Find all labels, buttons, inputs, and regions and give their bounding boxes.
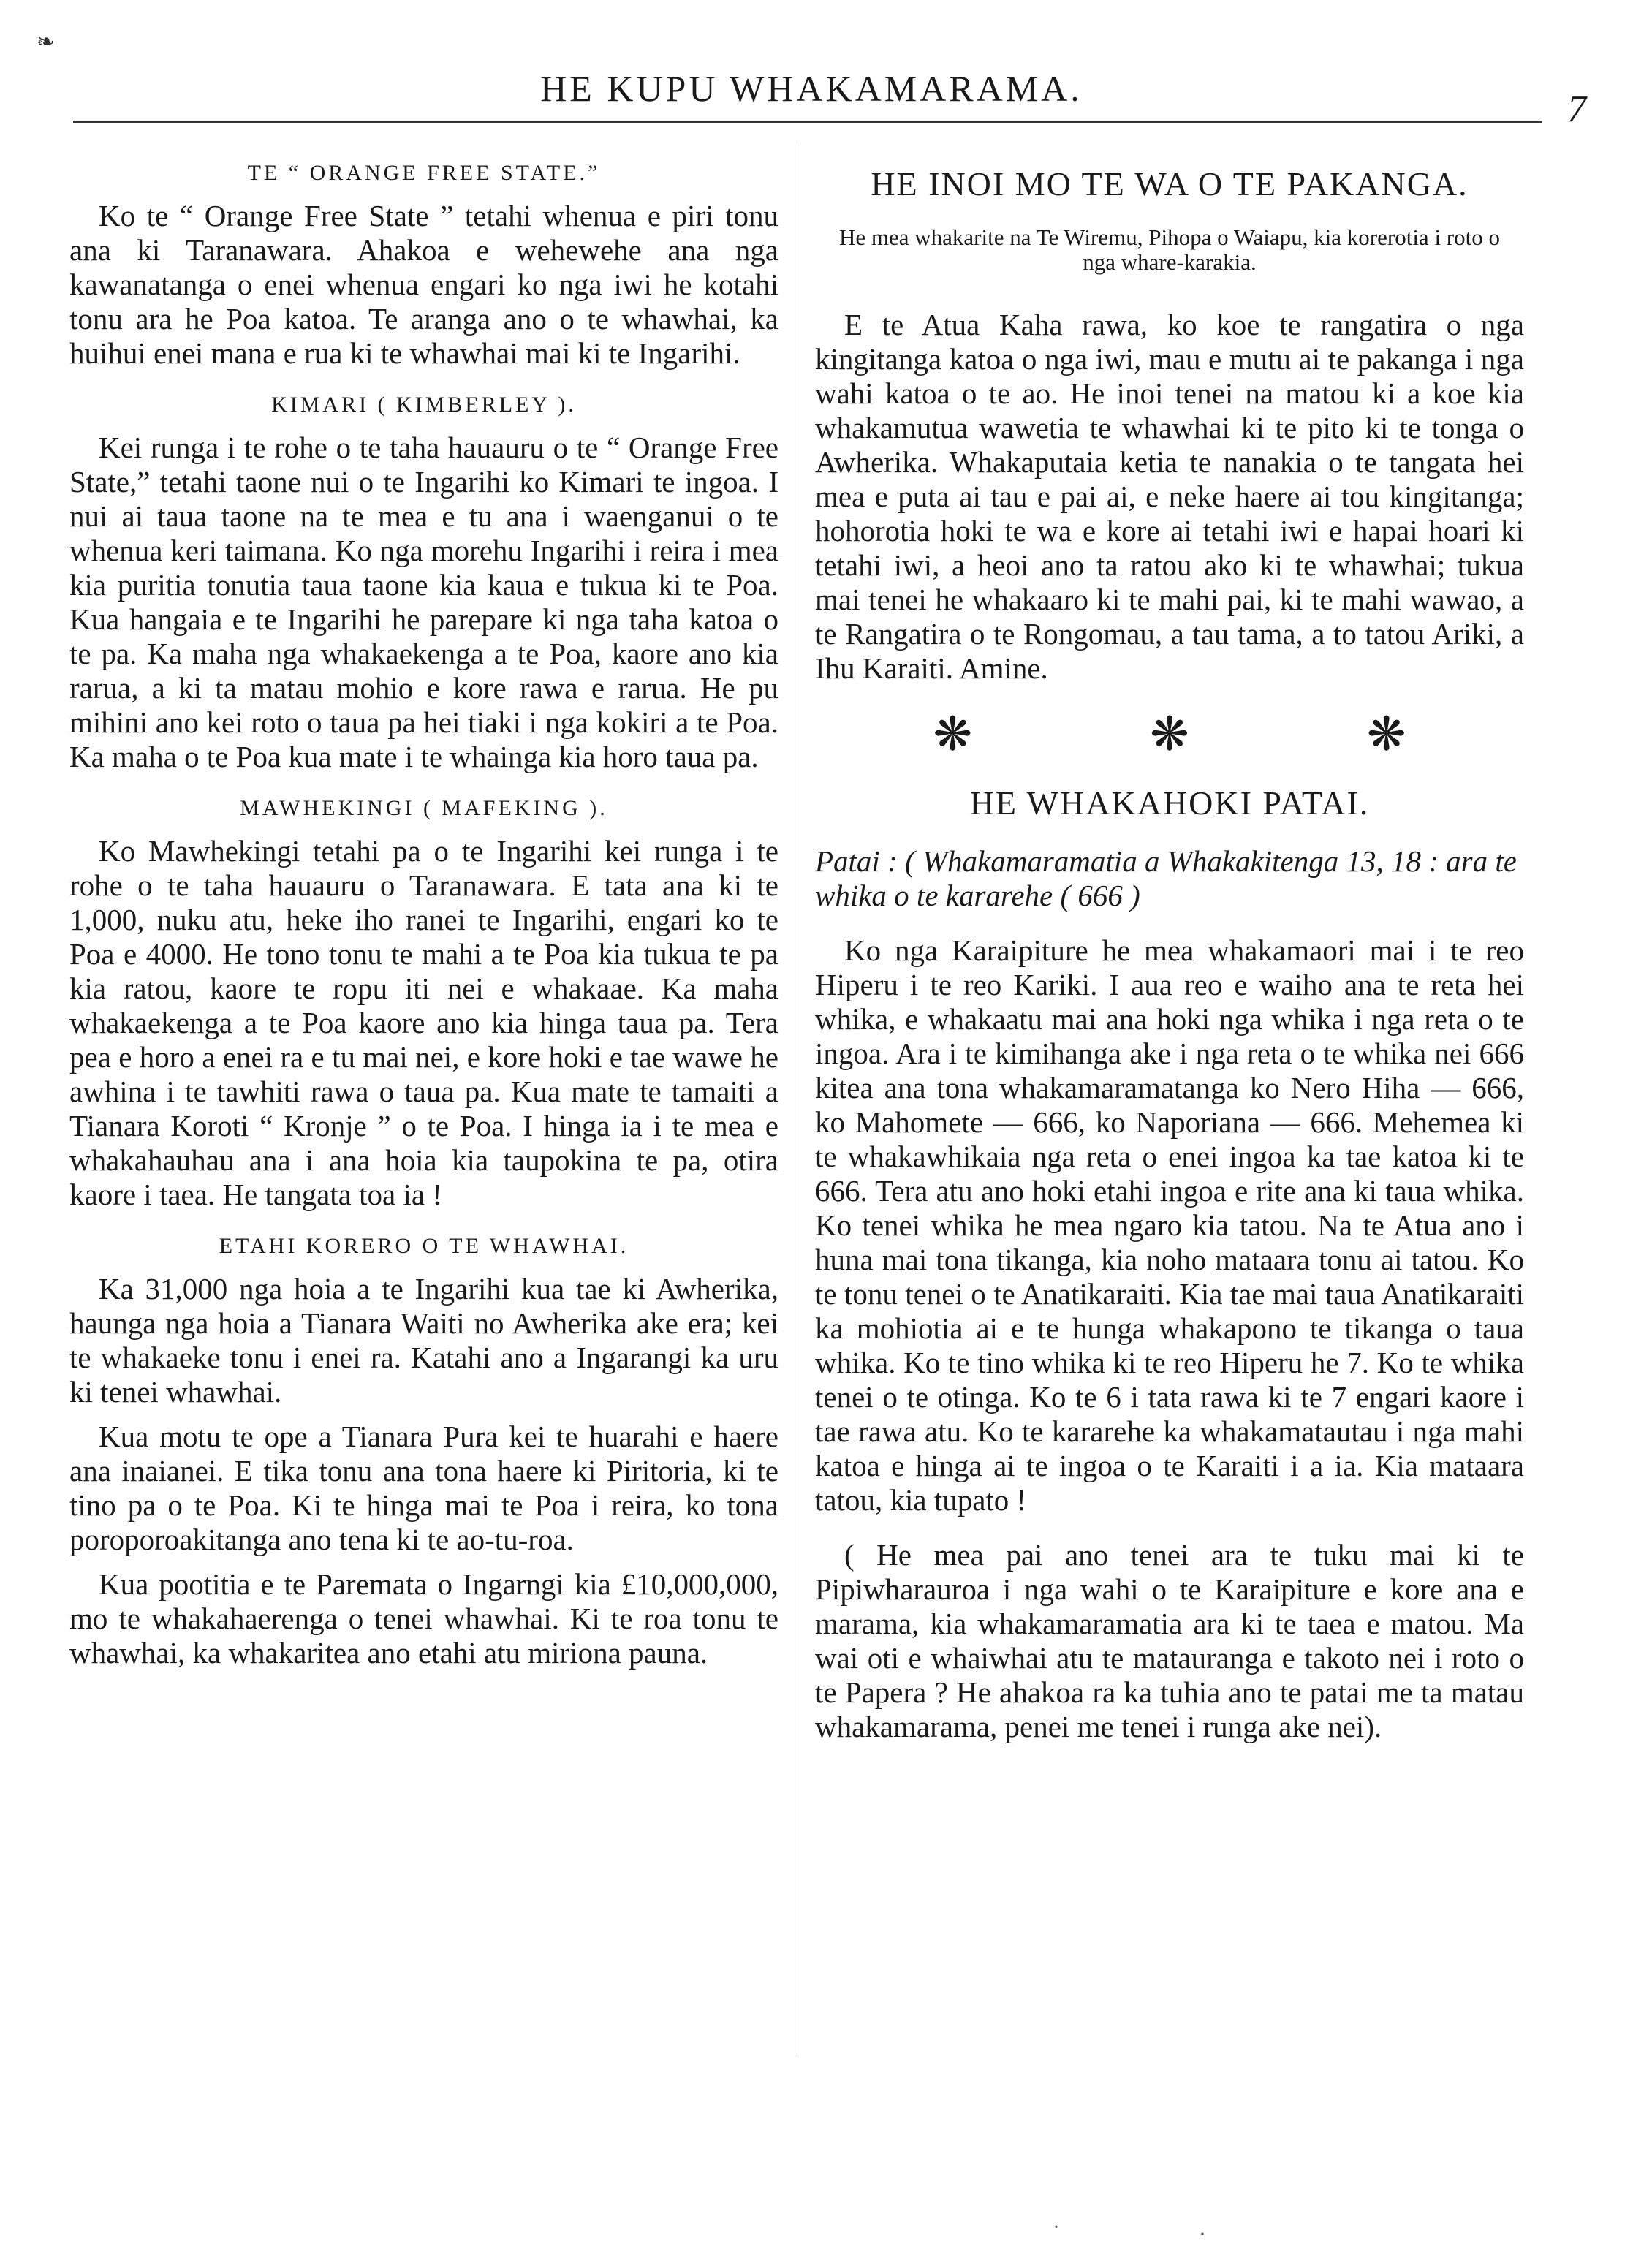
- asterism-ornament-icon: ❋: [1150, 708, 1189, 760]
- paragraph: Kei runga i te rohe o te taha hauauru o te “ Orange Free State,” tetahi taone nui o te Ingarihi ko Kimari te ingoa. I nui ai taua taone na te mea e tu ana i waenganui o te whenua keri taimana. Ko nga morehu Ingarihi i reira i mea kia puritia tonutia taua taone kia kaua e tukua ki te Poa. Kua hangaia e te Ingarihi he parepare ki nga taha katoa o te pa. Ka maha nga whakaekenga a te Poa, kaore ano kia rarua, a ki ta matau mohio e kore rawa e rarua. He pu mihini ano kei roto o taua pa hei tiaki i nga kokiri a te Poa. Ka maha o te Poa kua mate i te whainga kia horo taua pa.: [69, 431, 778, 773]
- section-etahi-korero: [69, 1234, 778, 1670]
- paragraph: Ka 31,000 nga hoia a te Ingarihi kua tae ki Awherika, haunga nga hoia a Tianara Waiti no Awherika ake era; kei te whakaeke tonu i enei ra. Katahi ano a Ingarangi ka uru ki tenei whawhai.: [69, 1272, 778, 1409]
- section-mawhekingi: [69, 796, 778, 1212]
- printer-ornament-icon: ❧: [37, 30, 56, 54]
- left-column: [69, 143, 778, 1670]
- header-rule: [73, 121, 1542, 123]
- section-title: ETAHI KORERO O TE WHAWHAI.: [219, 1234, 629, 1258]
- section-title: TE “ ORANGE FREE STATE.”: [247, 161, 601, 185]
- section-kimari: [69, 393, 778, 774]
- prayer-note: He mea whakarite na Te Wiremu, Pihopa o Waiapu, kia korerotia i roto o nga whare-karakia.: [838, 224, 1500, 275]
- paragraph: Ko Mawhekingi tetahi pa o te Ingarihi kei runga i te rohe o te taha hauauru o Taranawara. E tata ana ki te 1,000, nuku atu, heke iho ranei te Ingarihi, engari ko te Poa e 4000. He tono tonu te mahi a te Poa kia tukua te pa kia ratou, kaore te ropu iti nei e whakaae. Ka maha whakaekenga a te Poa kaore ano kia hinga taua pa. Tera pea e horo a enei ra e tu mai nei, e kore hoki e tae wawe he awhina i te tawhiti rawa o taua pa. Kua mate te tamaiti a Tianara Koroti “ Kronje ” o te Poa. I hinga ia i te mea e whakahauhau ana i ana hoia kia taupokina te pa, otira kaore i taea. He tangata toa ia !: [69, 834, 778, 1211]
- prayer-text: E te Atua Kaha rawa, ko koe te rangatira o nga kingitanga katoa o nga iwi, mau e mutu ai te pakanga i nga wahi katoa o te ao. He inoi tenei na matou ki a koe kia whakamutua wawetia te whawhai ki te pito ki te tonga o Awherika. Whakaputaia ketia te nanakia o te tangata hei mea e puta ai tau e pai ai, e neke haere ai tou kingitanga; hohorotia hoki te wa e kore ai tetahi iwi e hapai hoari ki tetahi iwi, a heoi ano ta ratou ako ki te whawhai; tukua mai tenei he whakaaro ki te mahi pai, ki te mahi wawao, a te Rangatira o te Rongomau, a tau tama, a to tatou Ariki, a Ihu Karaiti. Amine.: [815, 308, 1524, 685]
- closing-text: ( He mea pai ano tenei ara te tuku mai ki te Pipiwharauroa i nga wahi o te Karaipiture e kore ana e marama, kia whakamaramatia ara ki te taea e matou. Ma wai oti e whaiwhai atu te matauranga e takoto nei i roto o te Papera ? He ahakoa ra ka tuhia ano te patai me ta matau whakamarama, penei me tenei i runga ake nei).: [815, 1538, 1524, 1743]
- prayer-title: HE INOI MO TE WA O TE PAKANGA.: [871, 165, 1469, 202]
- question-text: Patai : ( Whakamaramatia a Whakakitenga 13, 18 : ara te whika o te kararehe ( 666 ): [815, 844, 1517, 912]
- asterism-ornament-icon: ❋: [933, 708, 973, 760]
- paragraph: Kua motu te ope a Tianara Pura kei te huarahi e haere ana inaianei. E tika tonu ana tona haere ki Piritoria, ki te tino pa o te Poa. Ki te hinga mai te Poa i reira, ko tona poroporoakitanga ano tena ki te ao-tu-roa.: [69, 1420, 778, 1556]
- paragraph: Ko te “ Orange Free State ” tetahi whenua e piri tonu ana ki Taranawara. Ahakoa e wehewehe ana nga kawanatanga o enei whenua engari ko nga iwi he kotahi tonu ara he Poa katoa. Te aranga ano o te whawhai, ka huihui enei mana e rua ki te whawhai mai ki te Ingarihi.: [69, 199, 778, 370]
- answer-title: HE WHAKAHOKI PATAI.: [969, 784, 1370, 822]
- section-prayer: [815, 164, 1524, 686]
- page-speck: ·: [1199, 2222, 1206, 2246]
- right-column: [815, 143, 1524, 1744]
- section-title: MAWHEKINGI ( MAFEKING ).: [240, 796, 608, 820]
- section-answer: [815, 784, 1524, 1744]
- asterism-ornament-icon: ❋: [1366, 708, 1406, 760]
- section-title: KIMARI ( KIMBERLEY ).: [271, 393, 577, 417]
- ornament-row: [844, 708, 1495, 762]
- running-head: HE KUPU WHAKAMARAMA.: [540, 68, 1083, 109]
- page-number: 7: [1567, 88, 1586, 130]
- paragraph: Kua pootitia e te Paremata o Ingarngi kia £10,000,000, mo te whakahaerenga o tenei whawhai. Ki te roa tonu te whawhai, ka whakaritea ano etahi atu miriona pauna.: [69, 1567, 778, 1670]
- page-speck: ·: [1053, 2215, 1060, 2239]
- section-orange-free-state: [69, 161, 778, 371]
- answer-text: Ko nga Karaipiture he mea whakamaori mai i te reo Hiperu i te reo Kariki. I aua reo e waiho ana te reta hei whika, e whakaatu mai ana hoki nga whika i nga reta o te ingoa. Ara i te kimihanga ake i nga reta o te whika nei 666 kitea ana tona whakamaramatanga ko Nero Hiha — 666, ko Mahomete — 666, ko Naporiana — 666. Mehemea ki te whakawhikaia nga reta o enei ingoa ka tae katoa ki te 666. Tera atu ano hoki etahi ingoa e rite ana ki taua whika. Ko tenei whika he mea ngaro kia tatou. Na te Atua ano i huna mai tona tikanga, kia noho mataara tonu ai tatou. Ko te tonu tenei o te Anatikaraiti. Kia tae mai taua Anatikaraiti ka mohiotia ai e te hunga whakapono te tikanga o taua whika. Ko te tino whika ki te reo Hiperu he 7. Ko te whika tenei o te otinga. Ko te 6 i tata rawa ki te 7 engari kaore i tae rawa atu. Ko te kararehe ka whakamatautau i nga mahi katoa e hinga ai te ingoa o te Karaiti i a ia. Kia mataara tatou, kia tupato !: [815, 933, 1524, 1517]
